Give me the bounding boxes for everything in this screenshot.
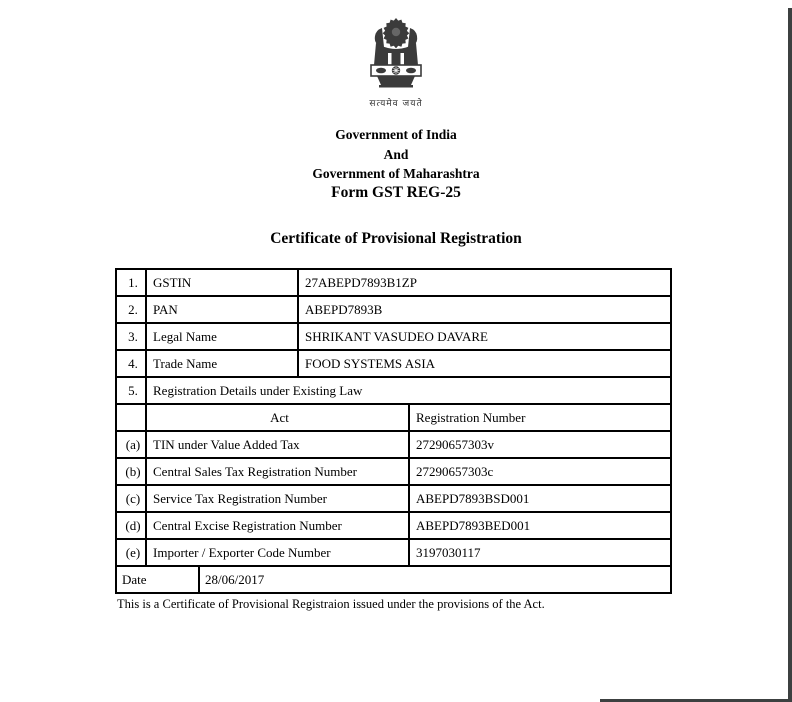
row-label-cell: TIN under Value Added Tax: [146, 431, 409, 458]
row-number-cell: 5.: [116, 377, 146, 404]
registration-table: [115, 268, 672, 594]
table-subheader-row: [116, 404, 671, 431]
row-value-cell: 3197030117: [409, 539, 671, 566]
row-value-cell: ABEPD7893B: [298, 296, 671, 323]
row-value-cell: FOOD SYSTEMS ASIA: [298, 350, 671, 377]
row-label-cell: Trade Name: [146, 350, 298, 377]
registration-number-header-cell: Registration Number: [409, 404, 671, 431]
row-label-cell: Central Sales Tax Registration Number: [146, 458, 409, 485]
table-row-importer-exporter: [116, 539, 671, 566]
table-row-legal-name: [116, 323, 671, 350]
ashoka-lion-capital-icon: [368, 16, 424, 90]
row-value-cell: 27290657303c: [409, 458, 671, 485]
row-number-cell: 4.: [116, 350, 146, 377]
page-title: Certificate of Provisional Registration: [270, 230, 522, 247]
header-form-name: Form GST REG-25: [331, 184, 461, 201]
row-label-cell: Service Tax Registration Number: [146, 485, 409, 512]
row-number-cell: 3.: [116, 323, 146, 350]
row-label-cell: Importer / Exporter Code Number: [146, 539, 409, 566]
section-label-cell: Registration Details under Existing Law: [146, 377, 671, 404]
row-number-cell: 2.: [116, 296, 146, 323]
row-number-cell: (a): [116, 431, 146, 458]
table-row-section-existing-law: [116, 377, 671, 404]
emblem-block: [0, 16, 792, 109]
row-label-cell: Central Excise Registration Number: [146, 512, 409, 539]
table-row-tin-vat: [116, 431, 671, 458]
date-label-cell: Date: [116, 566, 199, 593]
table-row-trade-name: [116, 350, 671, 377]
empty-cell: [116, 404, 146, 431]
header-government-of-india: Government of India: [335, 127, 457, 142]
row-label-cell: Legal Name: [146, 323, 298, 350]
row-label-cell: GSTIN: [146, 269, 298, 296]
row-value-cell: 27ABEPD7893B1ZP: [298, 269, 671, 296]
row-label-cell: PAN: [146, 296, 298, 323]
row-value-cell: ABEPD7893BSD001: [409, 485, 671, 512]
table-row-date: [116, 566, 671, 593]
row-number-cell: (e): [116, 539, 146, 566]
act-header-cell: Act: [146, 404, 409, 431]
table-row-central-excise: [116, 512, 671, 539]
row-number-cell: (c): [116, 485, 146, 512]
scan-edge-right: [788, 8, 792, 702]
row-value-cell: ABEPD7893BED001: [409, 512, 671, 539]
row-number-cell: 1.: [116, 269, 146, 296]
date-value-cell: 28/06/2017: [199, 566, 671, 593]
emblem-motto: सत्यमेव जयते: [369, 99, 423, 109]
header-government-of-maharashtra: Government of Maharashtra: [312, 166, 480, 181]
table-row-service-tax: [116, 485, 671, 512]
row-value-cell: 27290657303v: [409, 431, 671, 458]
table-row-pan: [116, 296, 671, 323]
row-value-cell: SHRIKANT VASUDEO DAVARE: [298, 323, 671, 350]
registration-table-container: [115, 268, 672, 594]
row-number-cell: (d): [116, 512, 146, 539]
header-and: And: [383, 147, 409, 162]
row-number-cell: (b): [116, 458, 146, 485]
footer-note: This is a Certificate of Provisional Registraion issued under the provisions of the Act.: [117, 597, 545, 611]
table-row-gstin: [116, 269, 671, 296]
table-row-cst: [116, 458, 671, 485]
